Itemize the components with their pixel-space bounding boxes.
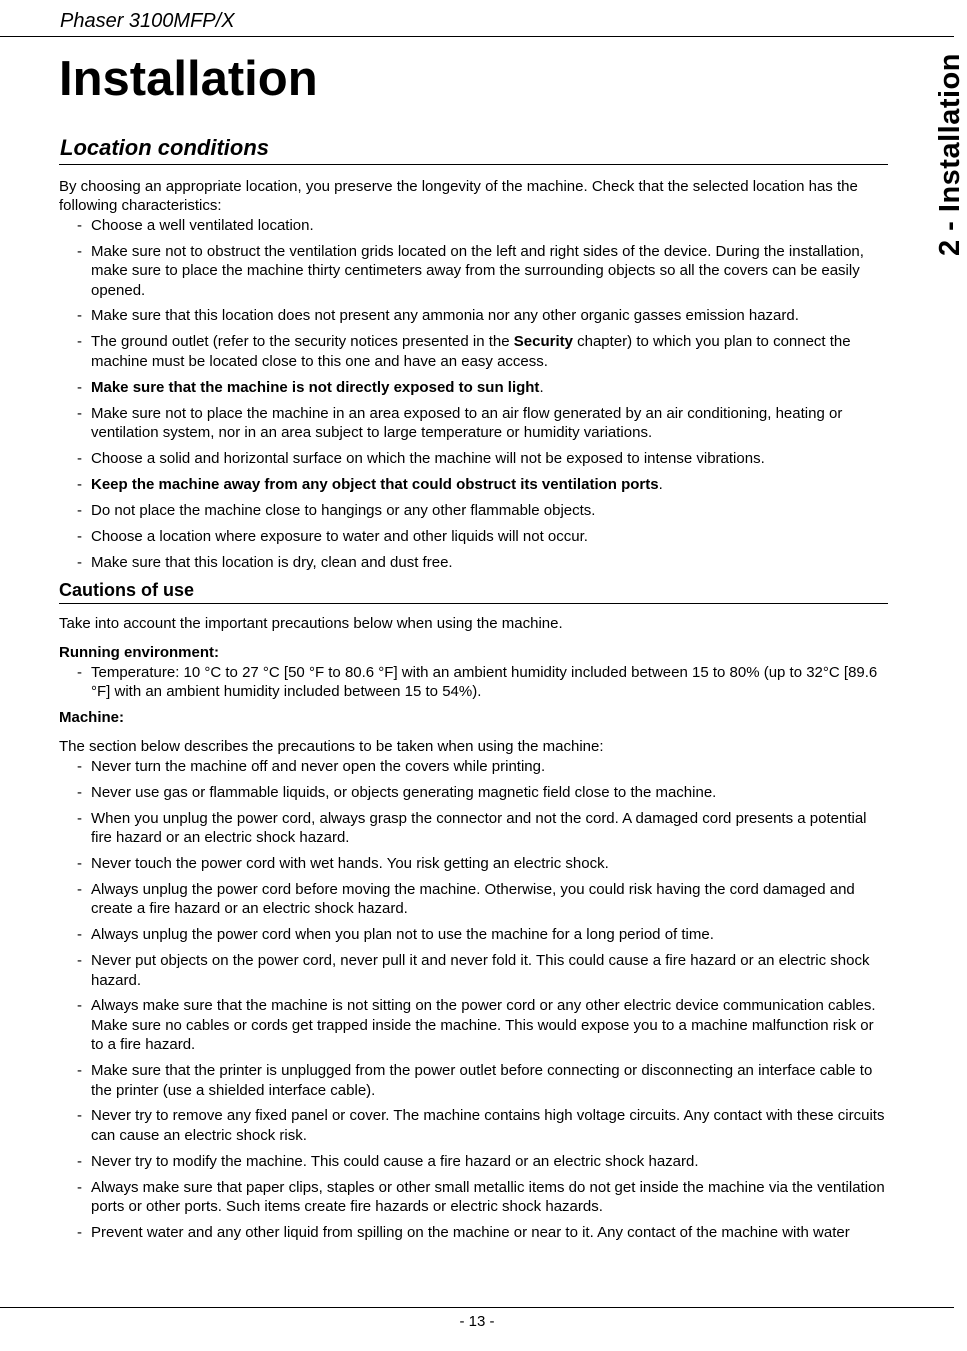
list-item (59, 332, 888, 371)
page-number: - 13 - (459, 1313, 495, 1330)
list-item: - Prevent water and any other liquid from spilling on the machine or near to it. Any contact of the machine with water (59, 1223, 888, 1242)
header-rule (0, 36, 954, 37)
list-item: - Make sure not to obstruct the ventilation grids located on the left and right sides of the device. During the installation, make sure to place the machine thirty centimeters away from the surrounding objects so all the covers can be easily opened. (59, 242, 888, 300)
list-item: - When you unplug the power cord, always grasp the connector and not the cord. A damaged cord presents a potential fire hazard or an electric shock hazard. (59, 809, 888, 848)
page-content (59, 134, 888, 1249)
footer-rule (0, 1307, 954, 1308)
list-item-emphasis: Make sure that the machine is not directly exposed to sun light (91, 378, 540, 396)
list-item: - Never touch the power cord with wet hands. You risk getting an electric shock. (59, 854, 888, 873)
list-item (59, 378, 888, 397)
list-item-text: . (539, 378, 544, 396)
list-item-text: . (658, 475, 663, 493)
list-item: - Make sure that this location does not present any ammonia nor any other organic gasses emission hazard. (59, 306, 888, 325)
list-item: - Always unplug the power cord before moving the machine. Otherwise, you could risk having the cord damaged and create a fire hazard or an electric shock hazard. (59, 880, 888, 919)
page-title: Installation (59, 52, 318, 106)
list-item: - Do not place the machine close to hangings or any other flammable objects. (59, 501, 888, 520)
chapter-side-tab-label: 2 - Installation (934, 53, 966, 256)
list-item: - Never put objects on the power cord, never pull it and never fold it. This could cause a fire hazard or an electric shock hazard. (59, 951, 888, 990)
machine-label: Machine: (59, 709, 125, 727)
running-header-title: Phaser 3100MFP/X (60, 10, 235, 32)
list-item-text: chapter) to which you plan to connect the machine must be located close to this one and have an easy access. (91, 333, 851, 370)
list-item (59, 475, 888, 494)
list-item: - Make sure not to place the machine in an area exposed to an air flow generated by an air conditioning, heating or ventilation system, nor in an area subject to large temperature or humidity variations. (59, 404, 888, 443)
list-item: - Never try to remove any fixed panel or cover. The machine contains high voltage circuits. Any contact with these circuits can cause an electric shock risk. (59, 1106, 888, 1145)
list-item: - Always unplug the power cord when you plan not to use the machine for a long period of time. (59, 925, 888, 944)
cautions-of-use-heading: Cautions of use (59, 578, 888, 604)
list-item: - Never turn the machine off and never open the covers while printing. (59, 757, 888, 776)
machine-intro: The section below describes the precautions to be taken when using the machine: (59, 738, 604, 756)
list-item: - Never use gas or flammable liquids, or objects generating magnetic field close to the machine. (59, 783, 888, 802)
location-list (59, 216, 888, 572)
list-item: - Choose a location where exposure to water and other liquids will not occur. (59, 527, 888, 546)
list-item: - Temperature: 10 °C to 27 °C [50 °F to 80.6 °F] with an ambient humidity included between 15 to 80% (up to 32°C [89.6 °F] with an ambient humidity included between 15 to 54%). (59, 663, 888, 702)
chapter-side-tab (896, 53, 966, 260)
list-item: - Never try to modify the machine. This could cause a fire hazard or an electric shock hazard. (59, 1152, 888, 1171)
list-item-text: The ground outlet (refer to the security notices presented in the (91, 333, 514, 351)
list-item: - Make sure that this location is dry, clean and dust free. (59, 553, 888, 572)
list-item-emphasis: Keep the machine away from any object that could obstruct its ventilation ports (91, 475, 659, 493)
list-item: - Make sure that the printer is unplugged from the power outlet before connecting or disconnecting an interface cable to the printer (use a shielded interface cable). (59, 1061, 888, 1100)
cautions-intro: Take into account the important precautions below when using the machine. (59, 614, 563, 632)
security-chapter-reference: Security (513, 333, 573, 351)
list-item: - Always make sure that the machine is not sitting on the power cord or any other electric device communication cables. Make sure no cables or cords get trapped inside the machine. This would expose you to a machine malfunction risk or to a fire hazard. (59, 996, 888, 1054)
location-intro: By choosing an appropriate location, you preserve the longevity of the machine. Check that the selected location has the following characteristics: (59, 178, 858, 215)
list-item: - Choose a solid and horizontal surface on which the machine will not be exposed to intense vibrations. (59, 449, 888, 468)
list-item: - Choose a well ventilated location. (59, 216, 888, 235)
machine-precautions-list (59, 757, 888, 1243)
running-environment-list (59, 663, 888, 702)
list-item: - Always make sure that paper clips, staples or other small metallic items do not get inside the machine via the ventilation ports or other ports. Such items create fire hazards or electric shock hazards. (59, 1178, 888, 1217)
location-conditions-heading: Location conditions (59, 134, 888, 165)
running-environment-label: Running environment: (59, 644, 219, 662)
